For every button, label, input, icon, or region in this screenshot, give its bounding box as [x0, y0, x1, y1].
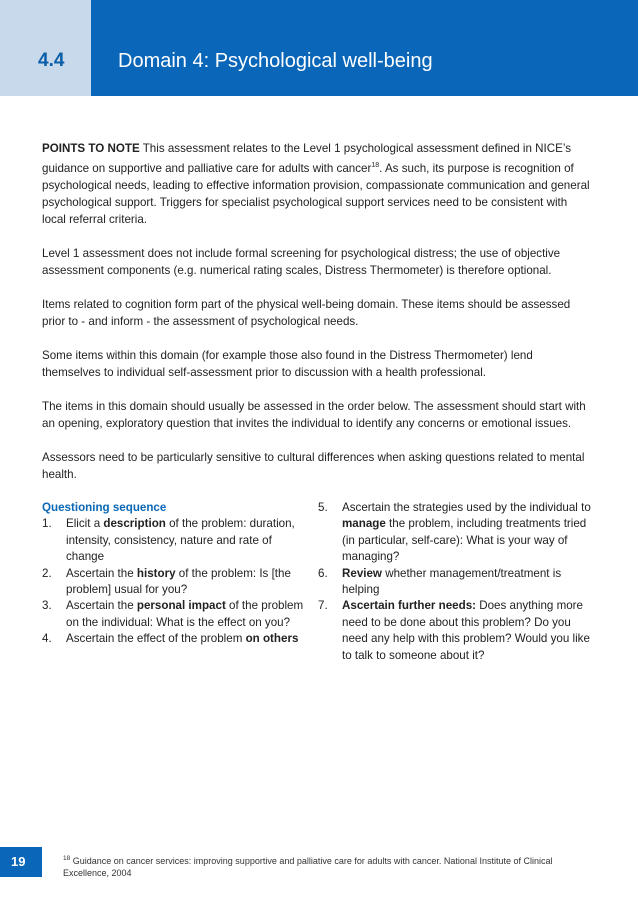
- item-keyword: manage: [342, 517, 386, 531]
- intro-p1-b: . As such, its purpose is recognition of psychological needs, leading to effective information provision, compassionate communication and general psychological support. Triggers for specialist psychological support services need to be consistent with local referral criteria.: [42, 161, 590, 226]
- item-text: the problem, including treatments tried (in particular, self-care): What is your way of managing?: [342, 517, 587, 564]
- item-text: Ascertain the: [66, 566, 137, 580]
- page-number: 19: [11, 854, 26, 869]
- item-text: Elicit a: [66, 517, 104, 531]
- sequence-item: [318, 500, 594, 566]
- intro-paragraph-1: [42, 140, 594, 228]
- intro-paragraph-4: Some items within this domain (for example those also found in the Distress Thermometer) lend themselves to individual self-assessment prior to discussion with a health professional.: [42, 348, 533, 379]
- section-number-box: [0, 0, 91, 96]
- intro-paragraph-5: The items in this domain should usually be assessed in the order below. The assessment should start with an opening, exploratory question that invites the individual to identify any concerns or emotional issues.: [42, 399, 586, 430]
- item-number: 5.: [318, 501, 328, 514]
- item-number: 7.: [318, 599, 328, 613]
- footnote-text: Guidance on cancer services: improving supportive and palliative care for adults with cancer. National Institute of Clinical Excellence, 2004: [63, 856, 553, 878]
- intro-paragraph-6: Assessors need to be particularly sensitive to cultural differences when asking questions related to mental health.: [42, 450, 585, 481]
- item-keyword: history: [136, 566, 176, 580]
- item-keyword: personal impact: [136, 599, 226, 613]
- sequence-item: [42, 566, 310, 599]
- item-number: 2.: [42, 566, 52, 580]
- footnote-marker: 18: [63, 855, 71, 862]
- section-title-box: [91, 0, 638, 96]
- section-title: Domain 4: Psychological well-being: [118, 50, 433, 72]
- intro-paragraph-2: Level 1 assessment does not include formal screening for psychological distress; the use of objective assessment components (e.g. numerical rating scales, Distress Thermometer) is therefore optional.: [42, 246, 561, 277]
- sequence-list-right: [318, 500, 594, 664]
- questioning-sequence-heading: Questioning sequence: [42, 501, 167, 514]
- sequence-column-left: [42, 500, 310, 648]
- intro-paragraph-3: Items related to cognition form part of the physical well-being domain. These items should be assessed prior to - and inform - the assessment of psychological needs.: [42, 297, 571, 328]
- section-number: 4.4: [38, 50, 65, 71]
- sequence-item: [318, 566, 594, 599]
- item-text: of the problem: Is [the problem] usual for you?: [66, 566, 291, 597]
- item-text: Ascertain the strategies used by the individual to: [342, 501, 591, 514]
- sequence-item: [318, 598, 594, 664]
- item-text: Does anything more need to be done about this problem? Do you need any help with this problem? Would you like to talk to someone about it?: [342, 599, 590, 662]
- page-number-box: [0, 847, 42, 877]
- item-text: Ascertain the: [66, 599, 137, 613]
- item-number: 3.: [42, 599, 52, 613]
- item-text: of the problem: duration, intensity, consistency, nature and rate of change: [66, 517, 295, 564]
- item-keyword: Ascertain further needs:: [342, 599, 477, 613]
- item-text: Ascertain the effect of the problem: [66, 632, 246, 646]
- footnote: [63, 853, 583, 879]
- item-text: of the problem on the individual: What is the effect on you?: [66, 599, 304, 629]
- section-header: [0, 0, 638, 96]
- item-keyword: Review: [342, 566, 382, 580]
- item-keyword: on others: [245, 632, 299, 646]
- points-to-note-label: POINTS TO NOTE: [42, 142, 140, 155]
- footnote-reference: 18: [371, 162, 380, 169]
- item-number: 6.: [318, 566, 328, 580]
- item-keyword: description: [103, 517, 166, 531]
- intro-p1-a: This assessment relates to the Level 1 psychological assessment defined in NICE’s guidance on supportive and palliative care for adults with cancer: [42, 142, 572, 175]
- intro-text: [42, 140, 594, 500]
- sequence-item: [42, 631, 310, 647]
- item-number: 4.: [42, 632, 52, 646]
- sequence-list-left: [42, 516, 310, 647]
- item-number: 1.: [42, 517, 52, 531]
- sequence-item: [42, 516, 310, 565]
- item-text: whether management/treatment is helping: [342, 566, 562, 597]
- sequence-item: [42, 598, 310, 631]
- sequence-column-right: [318, 500, 594, 664]
